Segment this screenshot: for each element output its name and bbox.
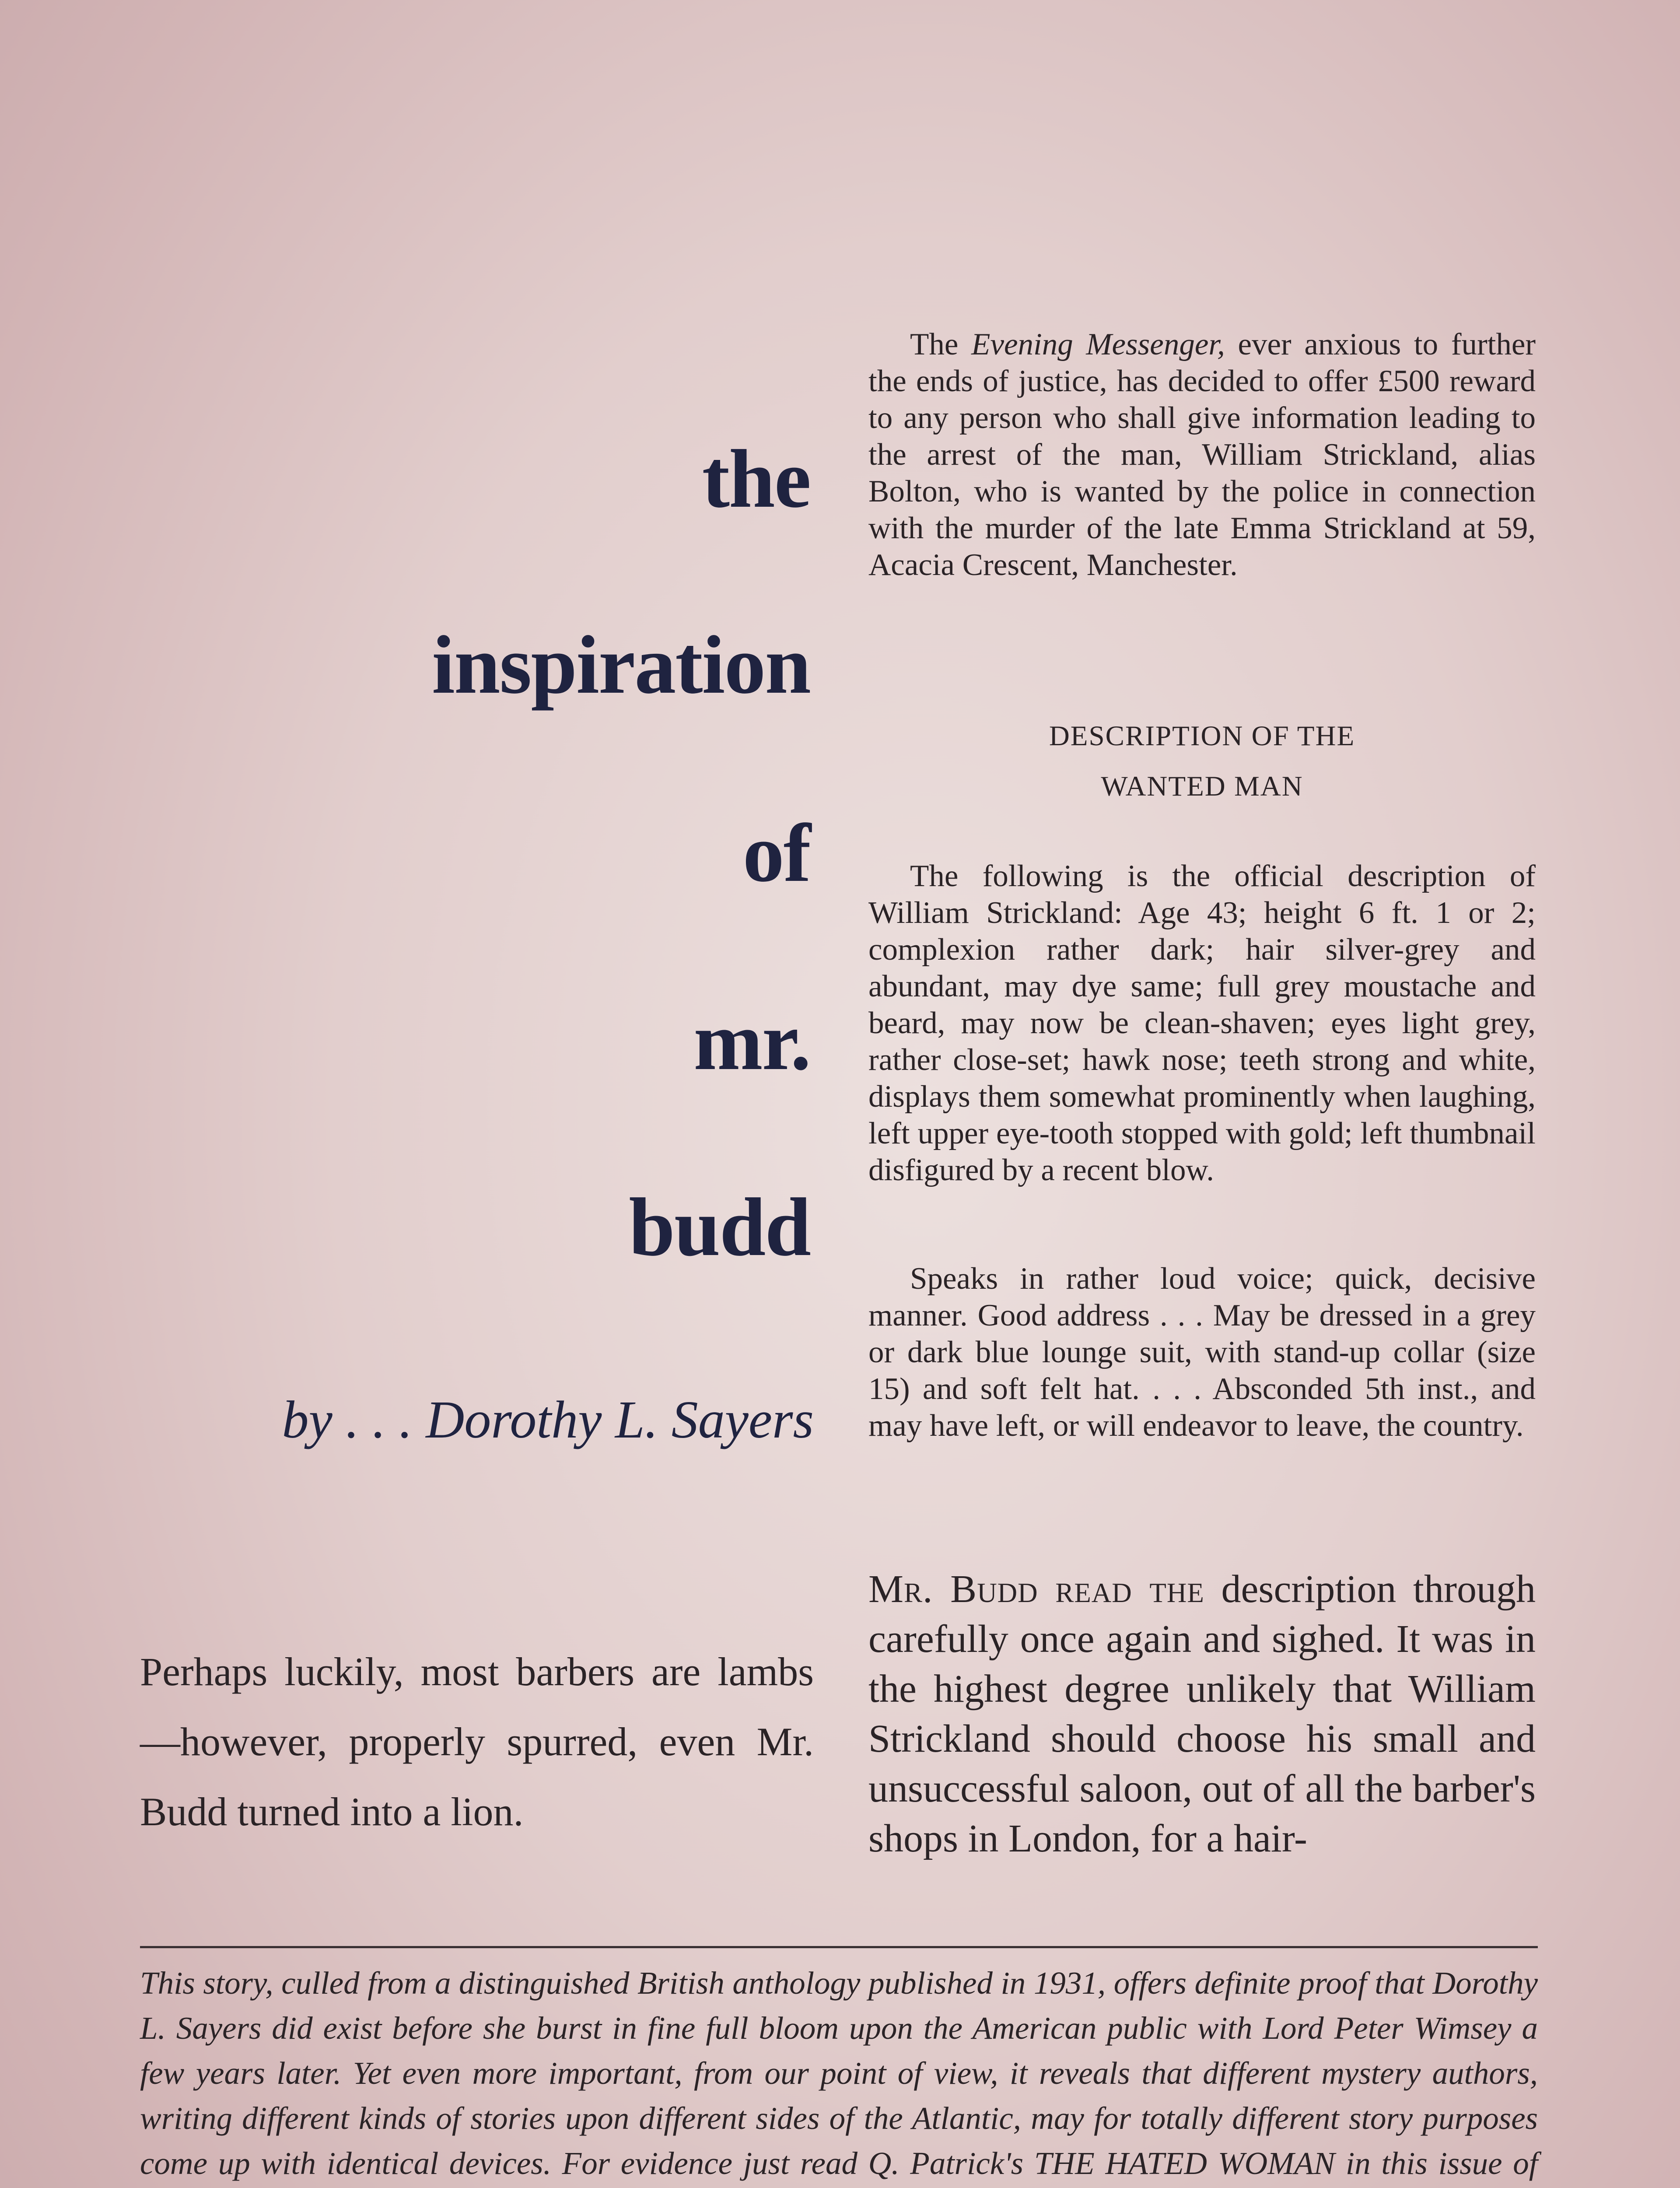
notice-text: ever anxious to further the ends of justice, has decided to offer £500 reward to any person who shall give information leading to the arrest of the man, William Strickland, alias Bolton, who is wanted by the police in connection with the murder of the late Emma Strickland at 59, Acacia Crescent, Manchester. [868, 327, 1536, 582]
divider-rule-top [140, 1946, 1538, 1948]
author-byline: by . . . Dorothy L. Sayers [282, 1390, 814, 1449]
newspaper-name: Evening Messenger, [971, 327, 1225, 361]
story-title-word-budd: budd [629, 1182, 810, 1273]
description-paragraph-2: Speaks in rather loud voice; quick, decisive manner. Good address . . . May be dressed in a grey or dark blue lounge suit, with stand-up collar (size 15) and soft felt hat. . . . Absconded 5th inst., and may have left, or will endeavor to leave, the country. [868, 1262, 1536, 1443]
editor-note: This story, culled from a distinguished British anthology published in 1931, offers definite proof that Dorothy L. Sayers did exist before she burst in fine full bloom upon the American public with Lord Peter Wimsey a few years later. Yet even more important, from our point of view, it reveals that different mystery authors, writing different kinds of stories upon different sides of the Atlantic, may for totally different story purposes come up with identical devices. For evidence just read Q. Patrick's THE HATED WOMAN in this issue of [140, 1965, 1538, 2181]
reward-notice [868, 326, 1536, 583]
heading-line-1: DESCRIPTION OF THE [1049, 720, 1355, 752]
story-opening [868, 1564, 1536, 1864]
story-body-text: description through carefully once again and sighed. It was in the highest degree unlikely that William Strickland should choose his small and unsuccessful saloon, out of all the barber's shops in London, for a hair- [868, 1567, 1536, 1860]
story-title-word-of: of [742, 807, 810, 899]
story-opening-smallcaps: Mr. Budd read the [868, 1567, 1204, 1611]
heading-line-2: WANTED MAN [1101, 771, 1303, 802]
story-title-word-the: the [702, 433, 810, 525]
notice-lead: The [910, 327, 972, 361]
story-teaser: Perhaps luckily, most barbers are lambs—however, properly spurred, even Mr. Budd turned into a lion. [140, 1649, 814, 1834]
description-heading [868, 711, 1536, 812]
story-title-word-mr: mr. [693, 996, 810, 1087]
story-title-word-inspiration: inspiration [432, 619, 810, 711]
description-paragraph-1: The following is the official description of William Strickland: Age 43; height 6 ft. 1 or 2; complexion rather dark; hair silver-grey and abundant, may dye same; full grey moustache and beard, may now be clean-shaven; eyes light grey, rather close-set; hawk nose; teeth strong and white, displays them somewhat prominently when laughing, left upper eye-tooth stopped with gold; left thumbnail disfigured by a recent blow. [868, 859, 1536, 1187]
